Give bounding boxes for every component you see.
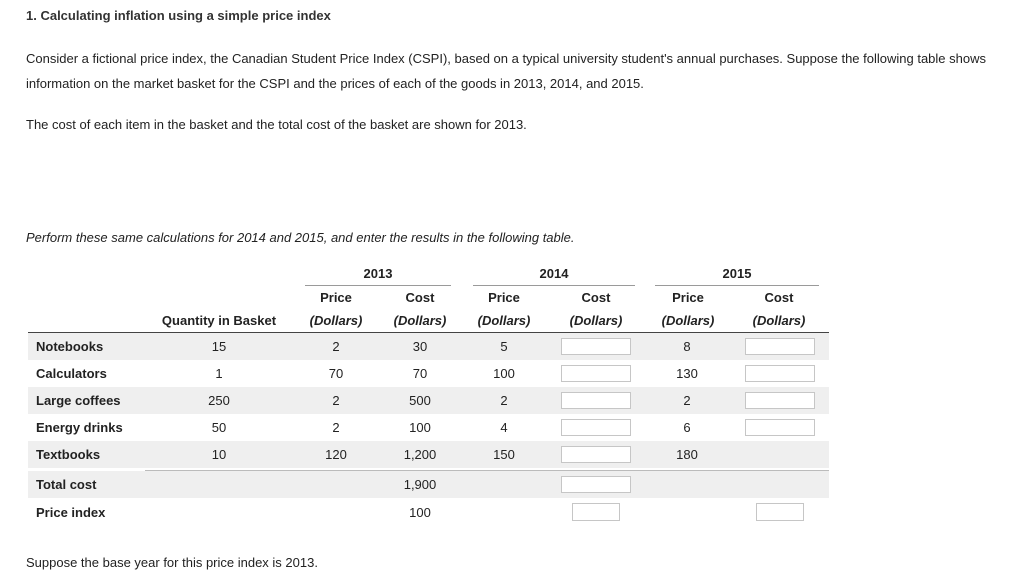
- cost-2015-header: Cost: [764, 290, 794, 305]
- row-label: Large coffees: [36, 393, 121, 408]
- cost-2015-input[interactable]: [745, 419, 815, 436]
- cost-2013-cell: 30: [412, 339, 428, 354]
- row-label: Notebooks: [36, 339, 104, 354]
- total-cost-2013: 1,900: [403, 477, 437, 492]
- table-row: [28, 333, 829, 360]
- unit-cost-2014: (Dollars): [569, 313, 623, 328]
- qty-cell: 15: [211, 339, 227, 354]
- total-cost-label: Total cost: [36, 477, 97, 492]
- qty-cell: 1: [215, 366, 223, 381]
- price-2014-cell: 5: [500, 339, 508, 354]
- instruction-text: Perform these same calculations for 2014 and 2015, and enter the results in the following table.: [26, 230, 575, 245]
- cost-2013-header: Cost: [405, 290, 435, 305]
- cost-2014-input[interactable]: [561, 365, 631, 382]
- cost-2015-input[interactable]: [745, 392, 815, 409]
- price-2013-header: Price: [320, 290, 352, 305]
- unit-cost-2013: (Dollars): [393, 313, 447, 328]
- unit-price-2013: (Dollars): [309, 313, 363, 328]
- year-2014-rule: [473, 285, 635, 286]
- row-label: Energy drinks: [36, 420, 123, 435]
- qty-cell: 250: [208, 393, 230, 408]
- cost-2015-input[interactable]: [745, 365, 815, 382]
- price-2013-cell: 2: [332, 420, 340, 435]
- cost-2015-input[interactable]: [745, 338, 815, 355]
- price-index-2014-input[interactable]: [572, 503, 620, 521]
- year-2013-header: 2013: [363, 266, 393, 281]
- row-label: Calculators: [36, 366, 107, 381]
- total-cost-2014-input[interactable]: [561, 476, 631, 493]
- question-title: 1. Calculating inflation using a simple price index: [26, 8, 331, 23]
- table-row: [28, 441, 829, 468]
- price-2014-cell: 2: [500, 393, 508, 408]
- cost-2013-cell: 1,200: [403, 447, 437, 462]
- cost-2014-header: Cost: [581, 290, 611, 305]
- price-index-2015-input[interactable]: [756, 503, 804, 521]
- unit-price-2015: (Dollars): [661, 313, 715, 328]
- price-2015-cell: 180: [676, 447, 698, 462]
- cost-note: The cost of each item in the basket and the total cost of the basket are shown for 2013.: [26, 117, 527, 132]
- price-2014-cell: 4: [500, 420, 508, 435]
- price-2015-cell: 2: [683, 393, 691, 408]
- year-2013-rule: [305, 285, 451, 286]
- qty-cell: 10: [211, 447, 227, 462]
- cost-2014-input[interactable]: [561, 446, 631, 463]
- price-2014-cell: 100: [493, 366, 515, 381]
- unit-cost-2015: (Dollars): [752, 313, 806, 328]
- price-2014-cell: 150: [493, 447, 515, 462]
- price-2014-header: Price: [488, 290, 520, 305]
- price-2013-cell: 2: [332, 339, 340, 354]
- cost-2013-cell: 70: [412, 366, 428, 381]
- cost-2013-cell: 500: [409, 393, 431, 408]
- unit-price-2014: (Dollars): [477, 313, 531, 328]
- cost-2014-input[interactable]: [561, 392, 631, 409]
- table-row: [28, 360, 829, 387]
- intro-text: Consider a fictional price index, the Canadian Student Price Index (CSPI), based on a typical university student's annual purchases. Suppose the following table shows information on the market basket for the CSPI and the prices of each of the goods in 2013, 2014, and 2015.: [26, 51, 986, 91]
- year-2015-header: 2015: [722, 266, 752, 281]
- table-row: [28, 387, 829, 414]
- price-2013-cell: 70: [328, 366, 344, 381]
- total-cost-row: [28, 471, 829, 498]
- quantity-header: Quantity in Basket: [161, 313, 277, 328]
- price-index-2013: 100: [409, 505, 431, 520]
- price-2015-cell: 8: [683, 339, 691, 354]
- qty-cell: 50: [211, 420, 227, 435]
- price-2015-header: Price: [672, 290, 704, 305]
- cost-2013-cell: 100: [409, 420, 431, 435]
- base-year-note: Suppose the base year for this price index is 2013.: [26, 555, 318, 570]
- price-2013-cell: 120: [325, 447, 347, 462]
- row-label: Textbooks: [36, 447, 101, 462]
- price-index-label: Price index: [36, 505, 106, 520]
- table-row: [28, 414, 829, 441]
- cost-2014-input[interactable]: [561, 419, 631, 436]
- year-2015-rule: [655, 285, 819, 286]
- price-2015-cell: 130: [676, 366, 698, 381]
- price-2015-cell: 6: [683, 420, 691, 435]
- cost-2014-input[interactable]: [561, 338, 631, 355]
- price-2013-cell: 2: [332, 393, 340, 408]
- price-index-row: [28, 499, 829, 526]
- year-2014-header: 2014: [539, 266, 569, 281]
